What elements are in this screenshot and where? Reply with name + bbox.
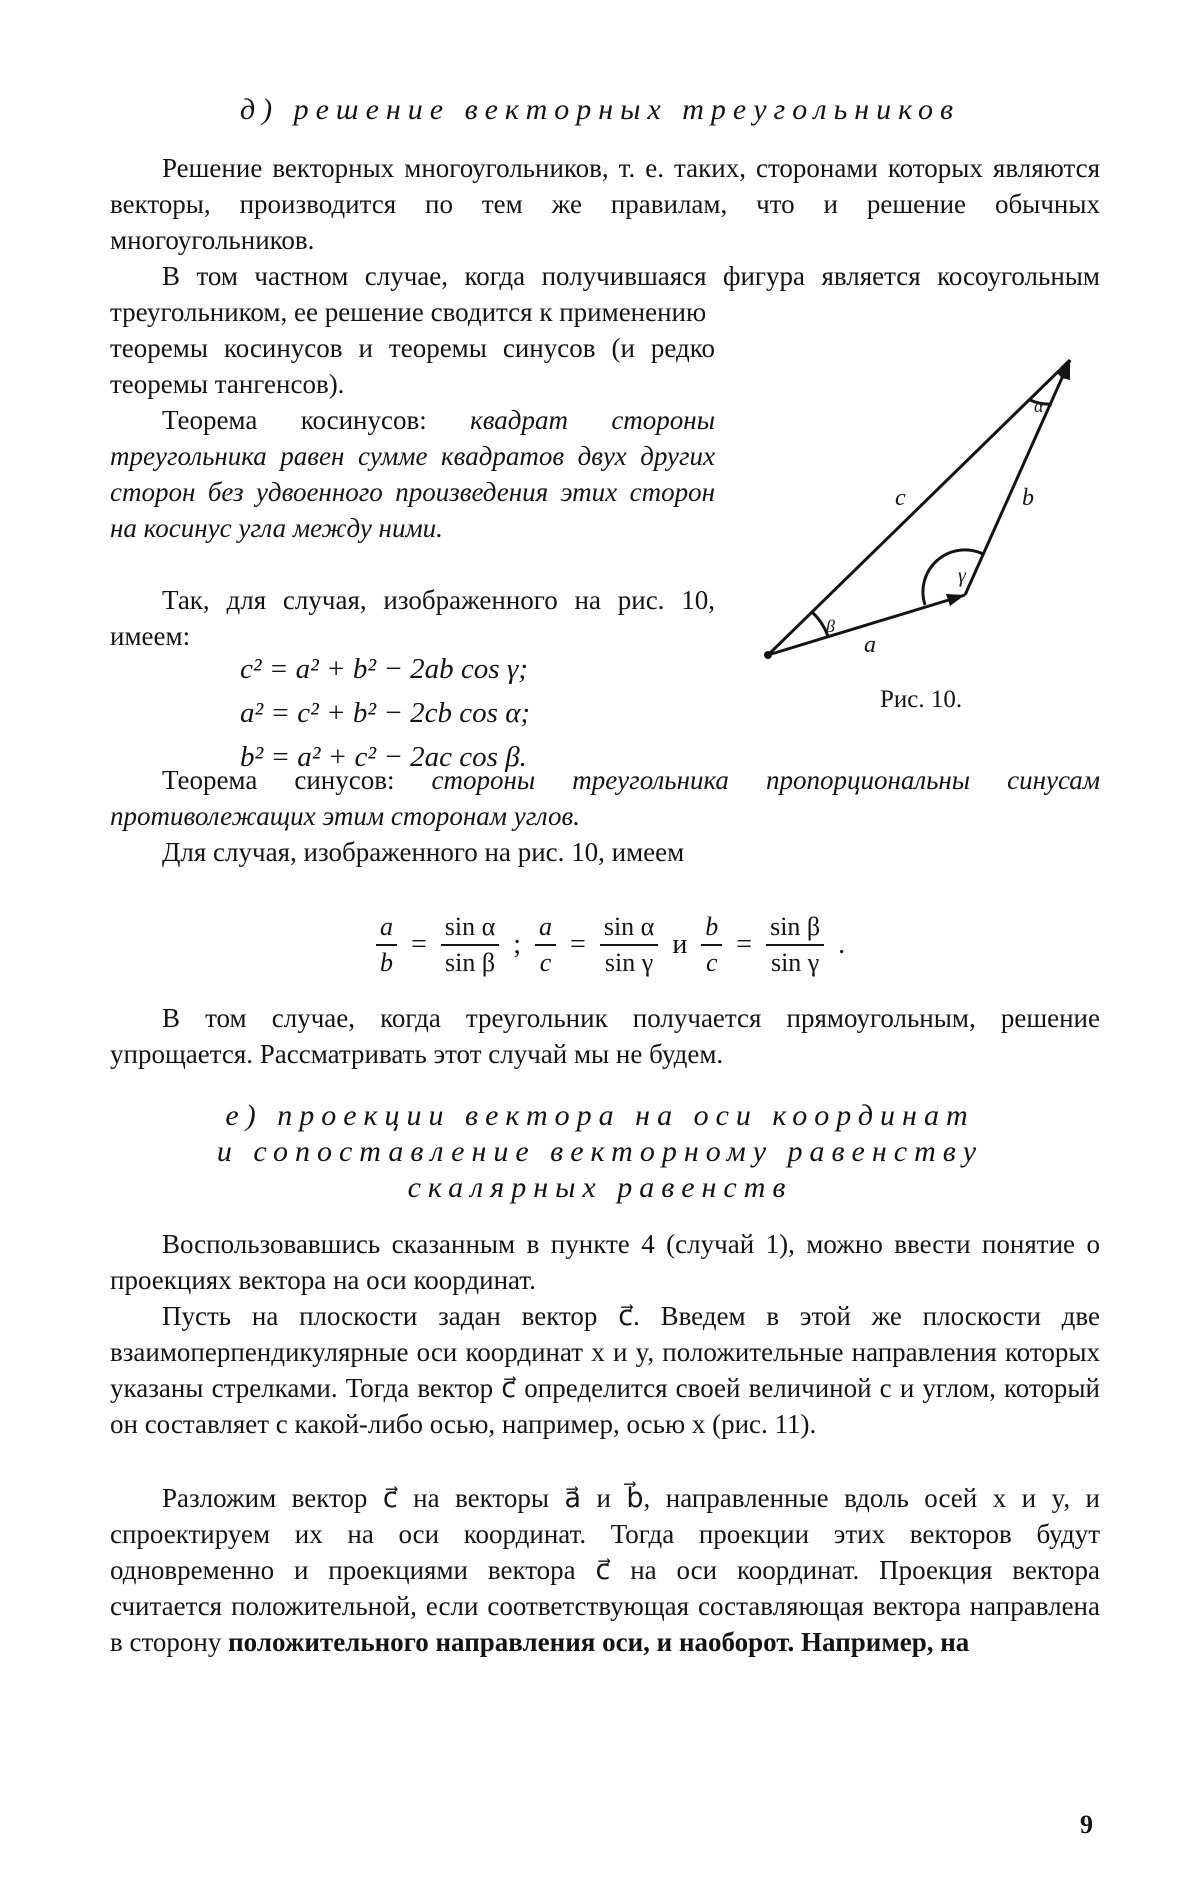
section-heading-d: д) решение векторных треугольников (239, 93, 961, 126)
paragraph-oblique: В том частном случае, когда получившаяся фигура является косоугольным треугольником, ее решение сводится к применению (110, 261, 1100, 327)
sine-ratios: $\frac{a}{b}$ = $\frac{\text{sin α}}{\text{sin β}}$ ; $\frac{a}{c}$ = $\frac{\text{sin α}}{\text{sin γ}}$ и $\frac{b}{c}$ = $\frac{\text{sin β}}{\text{sin γ}}$ . (370, 900, 853, 990)
fraction-sin-alpha-sin-gamma: $\frac{\text{sin α}}{\text{sin γ}}$ (600, 912, 658, 978)
paragraph-right-triangle: В том случае, когда треугольник получается прямоугольным, решение упрощается. Рассматривать этот случай мы не будем. (110, 1003, 1100, 1069)
paragraph-decompose (110, 1480, 1100, 1660)
paragraph-case: Так, для случая, изображенного на рис. 10, имеем: (110, 585, 715, 651)
paragraph-projections-intro: Воспользовавшись сказанным в пункте 4 (случай 1), можно ввести понятие о проекциях вектора на оси координат. (110, 1229, 1100, 1295)
vector-b-line (965, 360, 1070, 595)
label-beta: β (826, 616, 835, 636)
fraction-sin-beta-sin-gamma: $\frac{\text{sin β}}{\text{sin γ}}$ (766, 912, 824, 978)
formula-cos-alpha: a² = c² + b² − 2cb cos α; (240, 697, 531, 729)
fraction-b-c: $\frac{b}{c}$ (701, 912, 722, 978)
paragraph-cosine-theorem (110, 402, 715, 546)
formula-cos-beta: b² = a² + c² − 2ac cos β. (240, 741, 527, 773)
label-c: c (895, 485, 906, 511)
label-a: a (864, 632, 876, 658)
decompose-text-bold: положительного направления оси, и наоборот. Например, на (228, 1627, 970, 1657)
section-heading-e-line2: и сопоставление векторному равенству (216, 1135, 984, 1168)
section-heading-e-line1: е) проекции вектора на оси координат (225, 1099, 975, 1132)
paragraph-sine-case: Для случая, изображенного на рис. 10, имеем (162, 837, 685, 867)
paragraph-theorems: теоремы косинусов и теоремы синусов (и редко теоремы тангенсов). (110, 333, 715, 399)
sine-theorem-text: стороны треугольника пропорциональны синусам противолежащих этим сторонам углов. (110, 765, 1100, 831)
formula-cos-gamma: c² = a² + b² − 2ab cos γ; (240, 653, 528, 685)
section-heading-e-line3: скалярных равенств (407, 1171, 793, 1204)
cosine-theorem-label: Теорема косинусов: (162, 405, 471, 435)
label-b: b (1022, 485, 1034, 511)
label-gamma: γ (958, 565, 966, 587)
triangle-figure (740, 330, 1100, 700)
sine-theorem-label: Теорема синусов: (162, 765, 432, 795)
fraction-sin-alpha-sin-beta: $\frac{\text{sin α}}{\text{sin β}}$ (441, 912, 499, 978)
paragraph-sine-theorem (110, 762, 1100, 834)
paragraph-intro: Решение векторных многоугольников, т. е. таких, сторонами которых являются векторы, производится по тем же правилам, что и решение обычных многоугольников. (110, 153, 1100, 255)
fraction-a-c: $\frac{a}{c}$ (535, 912, 556, 978)
arrowhead-a-icon (946, 594, 965, 606)
page-number: 9 (1080, 1810, 1093, 1839)
origin-dot (764, 651, 772, 659)
figure-caption: Рис. 10. (880, 686, 963, 713)
label-alpha: α (1034, 396, 1044, 416)
cosine-theorem-text: квадрат стороны треугольника равен сумме квадратов двух других сторон без удвоенного произведения этих сторон на косинус угла между ними. (110, 405, 715, 543)
decompose-text: Разложим вектор c⃗ на векторы a⃗ и b⃗, направленные вдоль осей x и y, и спроектируем их на оси координат. Тогда проекции этих векторов будут одновременно и проекциями вектора c⃗ на оси координат. Проекция вектора считается положительной, если соответствующая составляющая вектора направлена в сторону (110, 1483, 1100, 1657)
fraction-a-b: $\frac{a}{b}$ (376, 912, 397, 978)
paragraph-vector-c: Пусть на плоскости задан вектор c⃗. Введем в этой же плоскости две взаимоперпендикулярные оси координат x и y, положительные направления которых указаны стрелками. Тогда вектор c⃗ определится своей величиной c и углом, который он составляет с какой-либо осью, например, осью x (рис. 11). (110, 1301, 1100, 1439)
